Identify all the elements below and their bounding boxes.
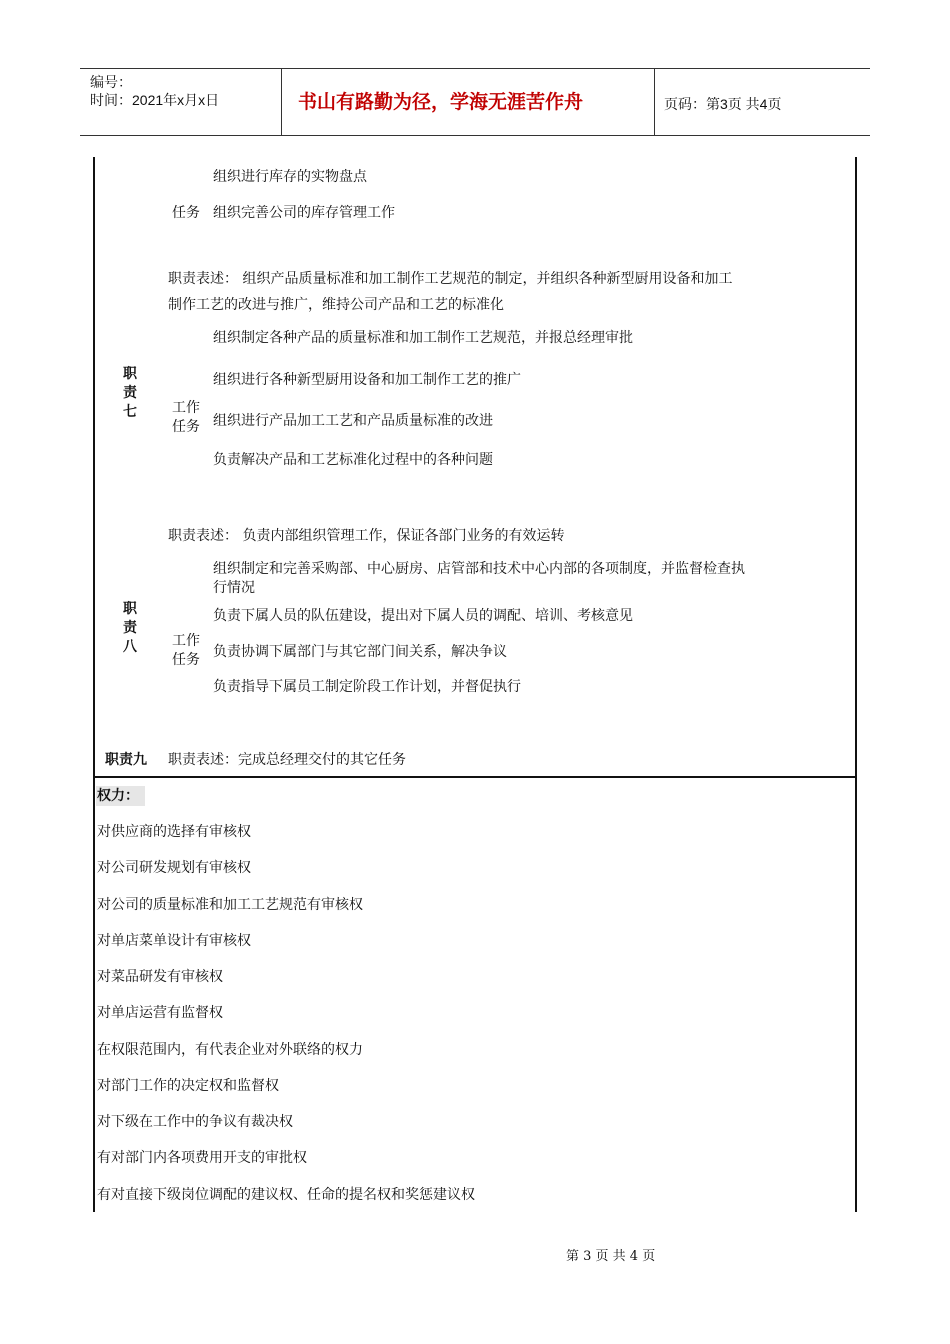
power-item: 对部门工作的决定权和监督权: [97, 1078, 279, 1094]
work-label: 工作: [172, 633, 200, 649]
task-label: 任务: [172, 652, 200, 668]
task-item: 负责解决产品和工艺标准化过程中的各种问题: [213, 452, 493, 468]
task-label: 任务: [172, 419, 200, 435]
power-item: 对公司研发规划有审核权: [97, 860, 251, 876]
duty-7-title: 职 责 七: [123, 366, 137, 420]
duty-description: 职责表述： 负责内部组织管理工作，保证各部门业务的有效运转: [168, 528, 565, 544]
task-item: 负责下属人员的队伍建设，提出对下属人员的调配、培训、考核意见: [213, 608, 633, 624]
duty-description: 职责表述：完成总经理交付的其它任务: [168, 752, 406, 768]
task-item: 组织制定和完善采购部、中心厨房、店管部和技术中心内部的各项制度，并监督检查执: [213, 561, 745, 577]
page-footer: 第 3 页 共 4 页: [566, 1249, 656, 1264]
task-item: 组织进行库存的实物盘点: [213, 169, 367, 185]
task-item: 负责指导下属员工制定阶段工作计划，并督促执行: [213, 679, 521, 695]
power-item: 对供应商的选择有审核权: [97, 824, 251, 840]
task-item: 组织进行各种新型厨用设备和加工制作工艺的推广: [213, 372, 521, 388]
task-item: 组织进行产品加工工艺和产品质量标准的改进: [213, 413, 493, 429]
powers-title: 权力：: [96, 786, 145, 806]
task-item: 组织完善公司的库存管理工作: [213, 205, 395, 221]
power-item: 对下级在工作中的争议有裁决权: [97, 1114, 293, 1130]
duty-8-title: 职 责 八: [123, 601, 137, 655]
task-item-continued: 行情况: [213, 580, 255, 596]
page-number-label: 页码：第3页 共4页: [664, 96, 782, 112]
duty-description: 职责表述： 组织产品质量标准和加工制作工艺规范的制定，并组织各种新型厨用设备和加工: [168, 271, 733, 287]
power-item: 在权限范围内，有代表企业对外联络的权力: [97, 1042, 363, 1058]
power-item: 对单店运营有监督权: [97, 1005, 223, 1021]
power-item: 对菜品研发有审核权: [97, 969, 223, 985]
task-label: 任务: [172, 205, 200, 221]
task-item: 组织制定各种产品的质量标准和加工制作工艺规范，并报总经理审批: [213, 330, 633, 346]
work-label: 工作: [172, 400, 200, 416]
power-item: 对公司的质量标准和加工工艺规范有审核权: [97, 897, 363, 913]
task-item: 负责协调下属部门与其它部门间关系，解决争议: [213, 644, 507, 660]
document-time-label: 时间：2021年x月x日: [90, 92, 220, 108]
power-item: 有对直接下级岗位调配的建议权、任命的提名权和奖惩建议权: [97, 1187, 475, 1203]
duty-9-title: 职责九: [105, 752, 147, 768]
power-item: 对单店菜单设计有审核权: [97, 933, 251, 949]
power-item: 有对部门内各项费用开支的审批权: [97, 1150, 307, 1166]
header-motto: 书山有路勤为径，学海无涯苦作舟: [298, 91, 584, 113]
document-number-label: 编号：: [90, 74, 132, 90]
duty-description-continued: 制作工艺的改进与推广，维持公司产品和工艺的标准化: [168, 297, 504, 313]
